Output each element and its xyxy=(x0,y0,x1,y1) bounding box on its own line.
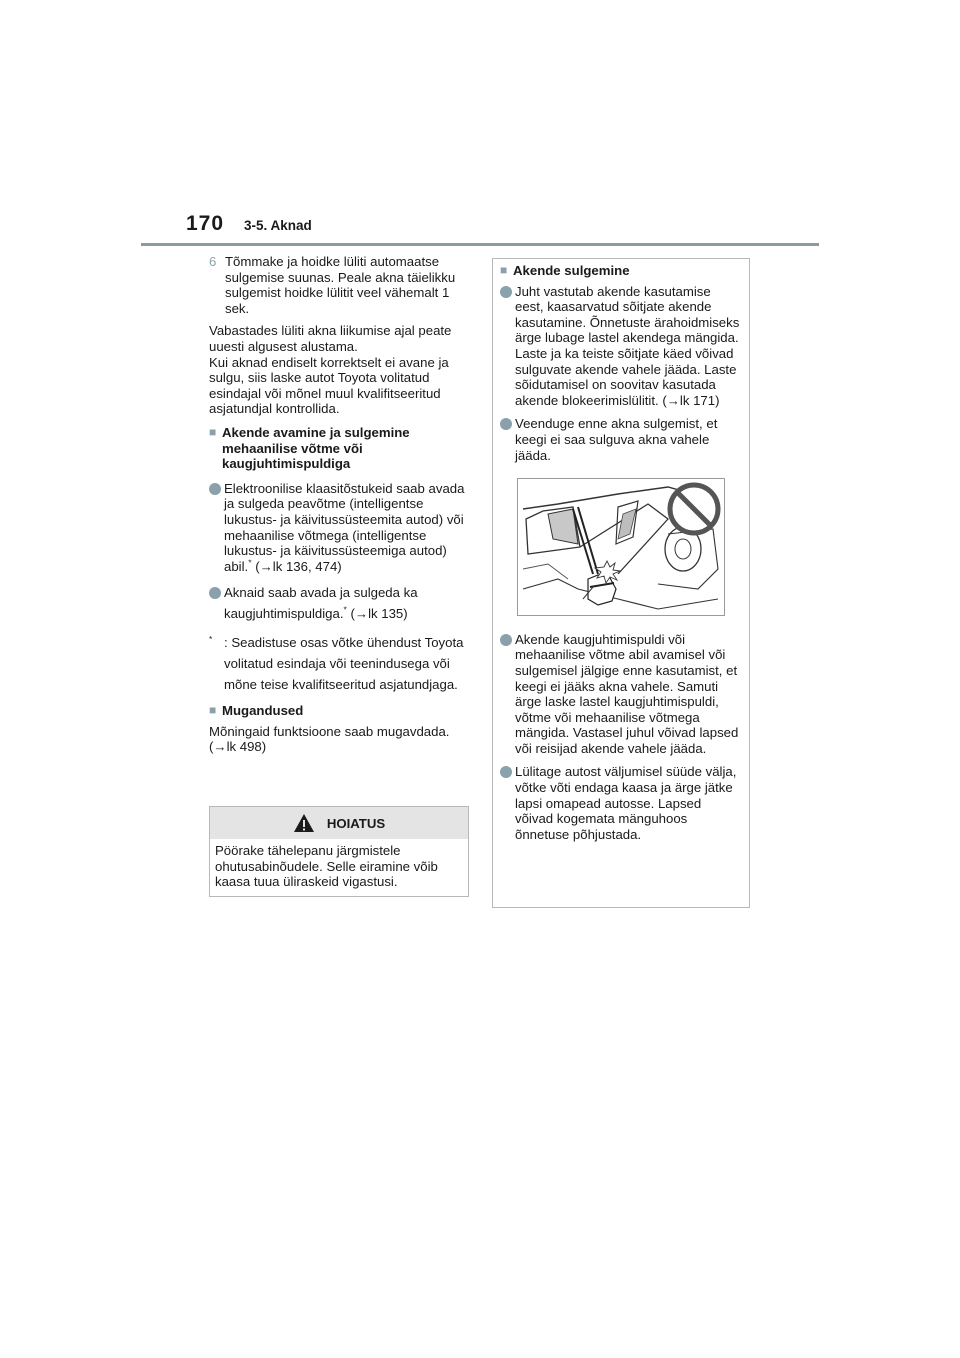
square-bullet-icon: ■ xyxy=(209,703,217,718)
bullet-dot-icon xyxy=(500,286,512,298)
bullet-dot-icon xyxy=(500,766,512,778)
page-reference: (→lk 136, 474) xyxy=(255,558,342,574)
footnote-text: : Seadistuse osas võtke ühendust Toyota volitatud esindaja või teenindusega või mõne teise kvalifitseeritud asjatundjaga. xyxy=(224,635,464,693)
list-item-text: Aknaid saab avada ja sulgeda ka kaugjuhtimispuldiga. xyxy=(224,585,418,622)
list-item xyxy=(500,632,741,757)
list-item-text: Akende kaugjuhtimispuldi või mehaanilise võtme abil avamisel või sulgemisel jälgige enne kasutamist, et keegi ei jääks akna vahele. Samuti ärge laske lastel kaugjuhtimispuldi, võtme või mehaanilise võtmega mängida. Vastasel juhul võivad lapsed või reisijad akende vahele jääda. xyxy=(515,631,739,756)
list-item xyxy=(500,284,741,409)
warning-title: HOIATUS xyxy=(326,815,386,831)
bullet-dot-icon xyxy=(209,483,221,495)
header-rule xyxy=(141,243,819,246)
list-item xyxy=(500,416,741,463)
subheading-text: Akende sulgemine xyxy=(513,263,630,278)
square-bullet-icon: ■ xyxy=(500,263,508,277)
step-number: 6 xyxy=(209,254,217,269)
page-reference: (→lk 135) xyxy=(350,606,408,622)
subheading xyxy=(500,263,741,279)
subheading-text: Mugandused xyxy=(222,703,304,719)
bullet-dot-icon xyxy=(209,587,221,599)
footnote-marker: * xyxy=(248,557,252,568)
paragraph: Mõningaid funktsioone saab mugavdada. (→lk 498) xyxy=(209,723,450,755)
subheading xyxy=(209,425,471,472)
warning-header xyxy=(210,807,468,839)
step-text: Tõmmake ja hoidke lüliti automaatse sulgemise suunas. Peale akna täielikku sulgemist hoidke lülitit veel vähemalt 1 sek. xyxy=(225,254,456,316)
list-item-text: Lülitage autost väljumisel süüde välja, võtke võti endaga kaasa ja ärge jätke lapsi omapead autosse. Lapsed võivad kogemata mänguhoos õnnetuse põhjustada. xyxy=(515,764,737,842)
illustration-hand-in-window xyxy=(517,478,725,616)
section-title: 3-5. Aknad xyxy=(244,218,312,233)
list-item xyxy=(209,582,471,624)
list-item-text: Juht vastutab akende kasutamise eest, kaasarvatud sõitjate akende kasutamine. Õnnetuste ärahoidmiseks ärge lubage lastel akendega mängida. Laste ja ka teiste sõitjate käed võivad sulguvate akende vahele jääda. Laste sõidutamisel on soovitav kasutada akende blokeerimislülitit. (→lk 171) xyxy=(515,283,740,408)
warning-triangle-icon xyxy=(293,813,315,833)
subheading xyxy=(209,703,471,719)
list-item-text: Elektroonilise klaasitõstukeid saab avada ja sulgeda peavõtme (intelligentse lukustus- ja käivitussüsteemita autod) või mehaanilise võtmega (intelligentse lukustus- ja käivitussüsteemiga autod) abil. xyxy=(224,480,465,574)
paragraph: Kui aknad endiselt korrektselt ei avane ja sulgu, siis laske autot Toyota volitatud esindajal või mõnel muul kvalifitseeritud asjatundjal kontrollida. xyxy=(209,354,449,417)
list-item-text: Veenduge enne akna sulgemist, et keegi ei saa sulguva akna vahele jääda. xyxy=(515,416,718,463)
warning-text: Pöörake tähelepanu järgmistele ohutusabinõudele. Selle eiramine võib kaasa tuua üliraskeid vigastusi. xyxy=(215,843,438,890)
right-column-box xyxy=(492,258,750,908)
page-number: 170 xyxy=(186,212,225,235)
paragraph: Vabastades lüliti akna liikumise ajal peate uuesti algusest alustama. xyxy=(209,323,452,354)
subheading-text: Akende avamine ja sulgemine mehaanilise võtme või kaugjuhtimispuldiga xyxy=(222,424,410,472)
footnote-mark: * xyxy=(209,634,213,645)
bullet-dot-icon xyxy=(500,418,512,430)
step-6 xyxy=(209,254,471,316)
square-bullet-icon: ■ xyxy=(209,424,217,439)
left-column xyxy=(209,254,471,755)
list-item xyxy=(500,764,741,842)
footnote xyxy=(209,632,471,695)
footnote-marker: * xyxy=(343,604,347,615)
warning-box xyxy=(209,806,469,897)
bullet-dot-icon xyxy=(500,634,512,646)
list-item xyxy=(209,481,471,575)
